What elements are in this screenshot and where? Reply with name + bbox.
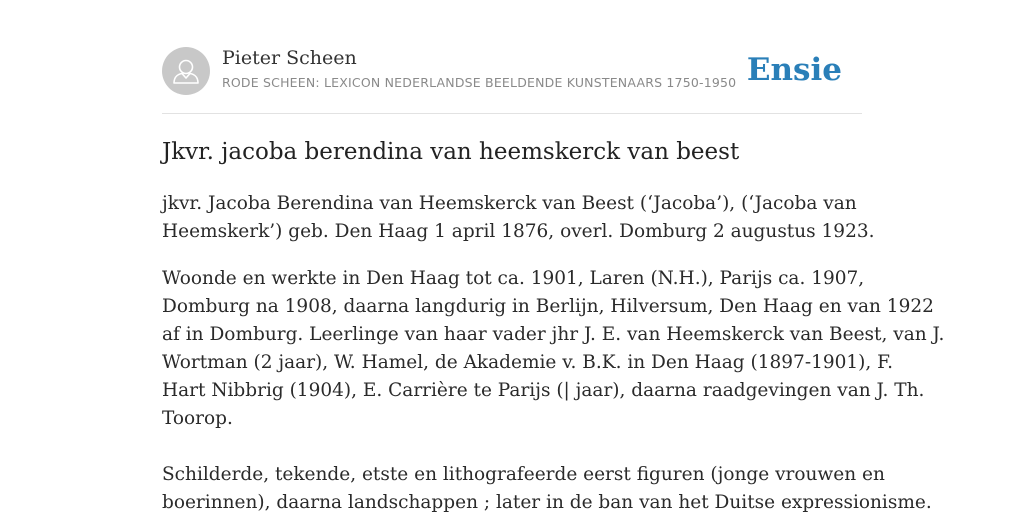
- source-title[interactable]: RODE SCHEEN: LEXICON NEDERLANDSE BEELDENDE KUNSTENAARS 1750-1950: [222, 75, 737, 90]
- author-avatar[interactable]: [162, 47, 210, 95]
- author-name[interactable]: Pieter Scheen: [222, 47, 357, 69]
- paragraph-line: Heemskerk’) geb. Den Haag 1 april 1876, overl. Domburg 2 augustus 1923.: [162, 221, 875, 242]
- article-header: [162, 44, 862, 100]
- paragraph-line: jkvr. Jacoba Berendina van Heemskerck van Beest (‘Jacoba’), (‘Jacoba van: [162, 193, 857, 214]
- brand-logo[interactable]: Ensie: [746, 52, 842, 88]
- article-page: [162, 0, 945, 512]
- paragraph-line: af in Domburg. Leerlinge van haar vader jhr J. E. van Heemskerck van Beest, van J.: [162, 324, 945, 345]
- article-paragraph-1: [162, 190, 875, 246]
- article-paragraph-3: [162, 461, 932, 512]
- header-divider: [162, 113, 862, 114]
- article-title: Jkvr. jacoba berendina van heemskerck van beest: [162, 139, 740, 165]
- paragraph-line: Toorop.: [162, 408, 233, 429]
- paragraph-line: Domburg na 1908, daarna langdurig in Berlijn, Hilversum, Den Haag en van 1922: [162, 296, 934, 317]
- paragraph-line: Woonde en werkte in Den Haag tot ca. 1901, Laren (N.H.), Parijs ca. 1907,: [162, 268, 865, 289]
- paragraph-line: Hart Nibbrig (1904), E. Carrière te Parijs (| jaar), daarna raadgevingen van J. Th.: [162, 380, 925, 401]
- paragraph-line: Schilderde, tekende, etste en lithografeerde eerst figuren (jonge vrouwen en: [162, 464, 885, 485]
- user-silhouette-icon: [162, 47, 210, 95]
- article-paragraph-2: [162, 265, 945, 433]
- paragraph-line: boerinnen), daarna landschappen ; later in de ban van het Duitse expressionisme.: [162, 492, 932, 512]
- paragraph-line: Wortman (2 jaar), W. Hamel, de Akademie v. B.K. in Den Haag (1897-1901), F.: [162, 352, 893, 373]
